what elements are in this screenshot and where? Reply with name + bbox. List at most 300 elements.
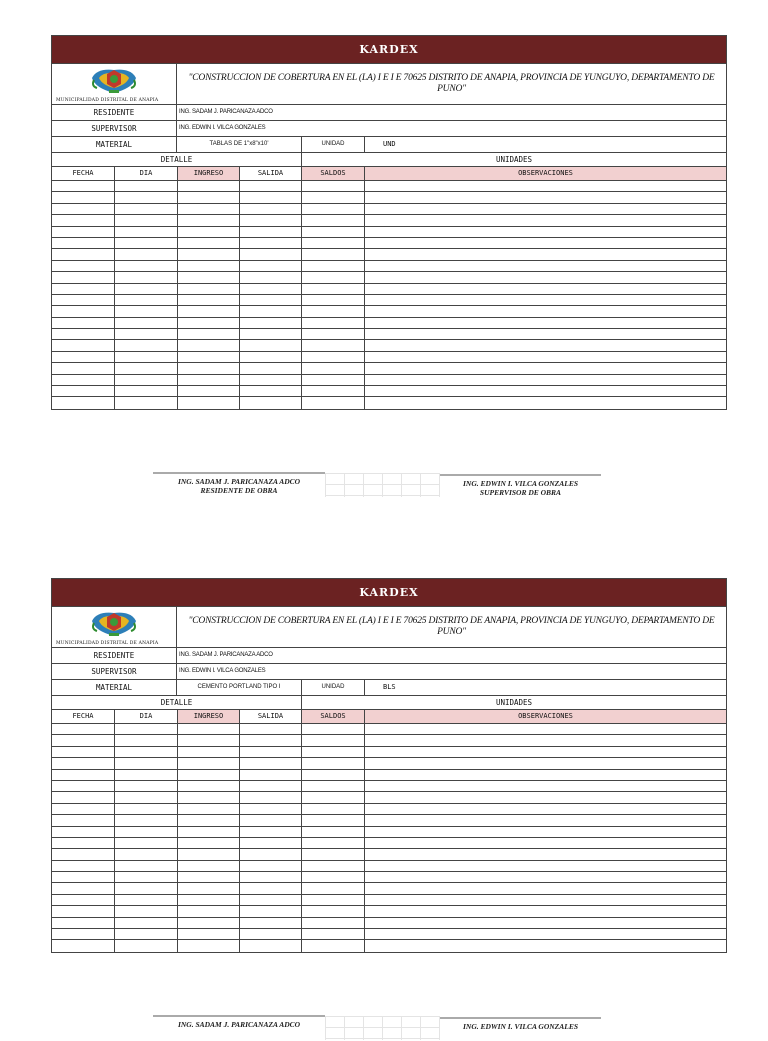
kardex-form-1: [51, 35, 727, 410]
table-cell: [52, 872, 115, 882]
table-cell: [178, 329, 240, 339]
table-row: [52, 340, 726, 351]
col-observaciones: OBSERVACIONES: [365, 167, 726, 180]
table-row: [52, 883, 726, 894]
table-cell: [240, 872, 302, 882]
table-cell: [365, 872, 726, 882]
table-cell: [178, 272, 240, 282]
table-cell: [52, 861, 115, 871]
column-headers: [52, 167, 726, 181]
table-cell: [178, 284, 240, 294]
table-row: [52, 872, 726, 883]
logo-cell: [52, 64, 177, 104]
material-value: TABLAS DE 1"x8"x10': [177, 137, 302, 152]
table-row: [52, 724, 726, 735]
table-cell: [240, 363, 302, 373]
table-cell: [365, 181, 726, 191]
table-row: [52, 204, 726, 215]
table-cell: [240, 747, 302, 757]
table-cell: [178, 318, 240, 328]
residente-label: RESIDENTE: [52, 648, 177, 663]
table-cell: [178, 352, 240, 362]
table-cell: [178, 735, 240, 745]
table-cell: [240, 827, 302, 837]
table-cell: [178, 192, 240, 202]
table-cell: [365, 192, 726, 202]
table-cell: [178, 249, 240, 259]
table-cell: [52, 340, 115, 350]
supervisor-row: [52, 121, 726, 137]
table-cell: [115, 181, 178, 191]
table-cell: [178, 918, 240, 928]
table-cell: [365, 318, 726, 328]
table-cell: [115, 318, 178, 328]
table-cell: [365, 261, 726, 271]
material-value: CEMENTO PORTLAND TIPO I: [177, 680, 302, 695]
sign-supervisor-role: SUPERVISOR DE OBRA: [479, 488, 562, 497]
table-cell: [52, 329, 115, 339]
table-cell: [115, 781, 178, 791]
sign-supervisor-name: ING. EDWIN I. VILCA GONZALES: [462, 479, 579, 488]
table-cell: [52, 815, 115, 825]
table-cell: [52, 261, 115, 271]
table-row: [52, 318, 726, 329]
table-cell: [240, 895, 302, 905]
table-cell: [52, 249, 115, 259]
table-cell: [178, 363, 240, 373]
table-cell: [240, 792, 302, 802]
table-cell: [115, 770, 178, 780]
sign-residente-name: ING. SADAM J. PARICANAZA ADCO: [177, 477, 301, 486]
residente-row: [52, 648, 726, 664]
table-cell: [240, 215, 302, 225]
table-cell: [52, 284, 115, 294]
table-cell: [240, 804, 302, 814]
kardex-grid-2: [52, 724, 726, 952]
table-cell: [115, 204, 178, 214]
table-cell: [302, 375, 365, 385]
table-cell: [365, 781, 726, 791]
signature-supervisor-1: [440, 474, 601, 498]
table-cell: [240, 249, 302, 259]
supervisor-value: ING. EDWIN I. VILCA GONZALES: [179, 668, 266, 674]
table-cell: [52, 735, 115, 745]
table-cell: [178, 781, 240, 791]
table-cell: [365, 849, 726, 859]
table-cell: [115, 827, 178, 837]
col-ingreso: INGRESO: [178, 167, 240, 180]
table-cell: [302, 827, 365, 837]
table-cell: [178, 895, 240, 905]
table-cell: [365, 918, 726, 928]
table-cell: [240, 192, 302, 202]
table-cell: [302, 861, 365, 871]
table-cell: [240, 284, 302, 294]
table-cell: [52, 397, 115, 408]
table-cell: [178, 770, 240, 780]
col-salida: SALIDA: [240, 167, 302, 180]
table-cell: [178, 861, 240, 871]
table-cell: [240, 238, 302, 248]
table-cell: [302, 306, 365, 316]
table-cell: [115, 940, 178, 951]
table-cell: [52, 352, 115, 362]
table-row: [52, 804, 726, 815]
table-cell: [240, 861, 302, 871]
table-cell: [178, 906, 240, 916]
signature-supervisor-2: [440, 1017, 601, 1041]
table-cell: [52, 747, 115, 757]
table-cell: [178, 872, 240, 882]
table-cell: [302, 261, 365, 271]
table-cell: [365, 329, 726, 339]
table-row: [52, 929, 726, 940]
signature-residente-1: [153, 472, 325, 496]
table-cell: [365, 940, 726, 951]
table-cell: [115, 838, 178, 848]
municipal-crest-icon: [89, 609, 139, 639]
table-cell: [52, 906, 115, 916]
table-cell: [178, 386, 240, 396]
table-cell: [115, 872, 178, 882]
table-cell: [365, 724, 726, 734]
table-cell: [115, 238, 178, 248]
table-cell: [115, 272, 178, 282]
table-cell: [52, 227, 115, 237]
table-row: [52, 249, 726, 260]
table-cell: [365, 861, 726, 871]
sign-supervisor-name: ING. EDWIN I. VILCA GONZALES: [462, 1022, 579, 1031]
table-row: [52, 770, 726, 781]
table-cell: [302, 918, 365, 928]
table-cell: [302, 758, 365, 768]
table-cell: [365, 375, 726, 385]
supervisor-label: SUPERVISOR: [52, 664, 177, 679]
table-cell: [240, 918, 302, 928]
table-cell: [115, 249, 178, 259]
table-cell: [302, 792, 365, 802]
table-cell: [240, 838, 302, 848]
table-row: [52, 329, 726, 340]
table-cell: [52, 204, 115, 214]
unidad-label: UNIDAD: [302, 680, 365, 695]
table-cell: [240, 306, 302, 316]
table-cell: [178, 815, 240, 825]
table-cell: [52, 940, 115, 951]
table-cell: [302, 838, 365, 848]
table-cell: [302, 940, 365, 951]
table-cell: [302, 215, 365, 225]
table-cell: [240, 272, 302, 282]
table-row: [52, 192, 726, 203]
kardex-form-2: [51, 578, 727, 953]
table-cell: [240, 375, 302, 385]
table-cell: [52, 238, 115, 248]
table-row: [52, 827, 726, 838]
table-cell: [302, 781, 365, 791]
table-cell: [240, 386, 302, 396]
table-cell: [178, 827, 240, 837]
table-cell: [52, 929, 115, 939]
table-cell: [52, 386, 115, 396]
table-cell: [178, 340, 240, 350]
table-cell: [52, 272, 115, 282]
table-cell: [178, 849, 240, 859]
col-dia: DIA: [115, 167, 178, 180]
table-cell: [240, 329, 302, 339]
table-cell: [178, 215, 240, 225]
table-row: [52, 918, 726, 929]
table-row: [52, 261, 726, 272]
table-row: [52, 758, 726, 769]
table-cell: [115, 329, 178, 339]
unidad-value: BLS: [383, 683, 396, 691]
table-cell: [115, 295, 178, 305]
table-cell: [115, 804, 178, 814]
table-cell: [365, 827, 726, 837]
column-headers: [52, 710, 726, 724]
table-cell: [365, 306, 726, 316]
table-cell: [178, 747, 240, 757]
table-cell: [52, 781, 115, 791]
table-row: [52, 861, 726, 872]
residente-row: [52, 105, 726, 121]
table-cell: [240, 929, 302, 939]
table-cell: [115, 758, 178, 768]
table-cell: [302, 284, 365, 294]
detalle-label: DETALLE: [52, 153, 302, 166]
table-cell: [52, 838, 115, 848]
table-cell: [240, 397, 302, 408]
table-cell: [365, 204, 726, 214]
table-cell: [240, 758, 302, 768]
project-title: "CONSTRUCCION DE COBERTURA EN EL (LA) I E I E 70625 DISTRITO DE ANAPIA, PROVINCIA DE YUNGUYO, DEPARTAMENTO DE PUNO": [188, 616, 715, 637]
table-cell: [365, 238, 726, 248]
table-cell: [240, 724, 302, 734]
table-cell: [240, 735, 302, 745]
supervisor-row: [52, 664, 726, 680]
table-cell: [240, 849, 302, 859]
table-cell: [365, 747, 726, 757]
table-row: [52, 895, 726, 906]
unidad-value: UND: [383, 140, 396, 148]
table-cell: [302, 340, 365, 350]
table-cell: [52, 295, 115, 305]
table-cell: [302, 815, 365, 825]
unidad-label: UNIDAD: [302, 137, 365, 152]
col-dia: DIA: [115, 710, 178, 723]
residente-value: ING. SADAM J. PARICANAZA ADCO: [179, 109, 273, 115]
table-cell: [115, 792, 178, 802]
table-cell: [115, 284, 178, 294]
table-cell: [302, 895, 365, 905]
table-cell: [365, 895, 726, 905]
table-cell: [302, 872, 365, 882]
table-cell: [302, 386, 365, 396]
table-cell: [240, 781, 302, 791]
table-cell: [365, 272, 726, 282]
table-cell: [302, 249, 365, 259]
table-cell: [302, 770, 365, 780]
table-cell: [178, 792, 240, 802]
table-cell: [178, 758, 240, 768]
kardex-grid-1: [52, 181, 726, 409]
table-cell: [302, 906, 365, 916]
table-cell: [302, 849, 365, 859]
table-cell: [365, 215, 726, 225]
table-cell: [52, 181, 115, 191]
col-saldos: SALDOS: [302, 710, 365, 723]
table-cell: [302, 204, 365, 214]
table-row: [52, 838, 726, 849]
table-cell: [302, 747, 365, 757]
col-saldos: SALDOS: [302, 167, 365, 180]
table-cell: [178, 204, 240, 214]
table-cell: [52, 792, 115, 802]
table-cell: [52, 215, 115, 225]
sheet-gridlines: [325, 473, 440, 497]
unidades-label: UNIDADES: [495, 698, 533, 707]
table-cell: [365, 227, 726, 237]
col-fecha: FECHA: [52, 710, 115, 723]
municipality-label: MUNICIPALIDAD DISTRITAL DE ANAPIA: [56, 641, 159, 646]
kardex-title: KARDEX: [52, 36, 726, 64]
table-cell: [52, 895, 115, 905]
table-cell: [52, 849, 115, 859]
table-cell: [52, 918, 115, 928]
table-cell: [365, 352, 726, 362]
table-cell: [115, 375, 178, 385]
table-row: [52, 227, 726, 238]
table-cell: [240, 906, 302, 916]
table-cell: [365, 792, 726, 802]
table-cell: [365, 804, 726, 814]
table-cell: [52, 306, 115, 316]
table-cell: [365, 815, 726, 825]
table-cell: [240, 261, 302, 271]
material-label: MATERIAL: [52, 137, 177, 152]
table-cell: [302, 363, 365, 373]
table-cell: [115, 340, 178, 350]
table-row: [52, 363, 726, 374]
table-cell: [240, 352, 302, 362]
table-cell: [52, 192, 115, 202]
group-header: [52, 153, 726, 167]
table-cell: [52, 883, 115, 893]
table-cell: [365, 883, 726, 893]
table-cell: [52, 758, 115, 768]
table-cell: [115, 363, 178, 373]
table-cell: [52, 827, 115, 837]
table-cell: [365, 284, 726, 294]
table-cell: [115, 929, 178, 939]
table-cell: [302, 735, 365, 745]
col-observaciones: OBSERVACIONES: [365, 710, 726, 723]
table-cell: [115, 386, 178, 396]
table-cell: [365, 735, 726, 745]
col-fecha: FECHA: [52, 167, 115, 180]
supervisor-value: ING. EDWIN I. VILCA GONZALES: [179, 125, 266, 131]
table-cell: [115, 352, 178, 362]
table-cell: [178, 238, 240, 248]
table-cell: [178, 724, 240, 734]
table-cell: [240, 770, 302, 780]
table-cell: [178, 397, 240, 408]
table-cell: [52, 770, 115, 780]
table-cell: [365, 295, 726, 305]
material-label: MATERIAL: [52, 680, 177, 695]
table-row: [52, 781, 726, 792]
table-cell: [365, 929, 726, 939]
col-ingreso: INGRESO: [178, 710, 240, 723]
group-header: [52, 696, 726, 710]
residente-label: RESIDENTE: [52, 105, 177, 120]
table-cell: [302, 397, 365, 408]
table-row: [52, 295, 726, 306]
table-cell: [365, 249, 726, 259]
table-cell: [240, 340, 302, 350]
table-row: [52, 849, 726, 860]
table-cell: [115, 192, 178, 202]
table-row: [52, 906, 726, 917]
project-title: "CONSTRUCCION DE COBERTURA EN EL (LA) I E I E 70625 DISTRITO DE ANAPIA, PROVINCIA DE YUNGUYO, DEPARTAMENTO DE PUNO": [188, 73, 715, 94]
table-cell: [178, 227, 240, 237]
logo-cell: [52, 607, 177, 647]
kardex-title: KARDEX: [52, 579, 726, 607]
table-cell: [240, 815, 302, 825]
table-cell: [302, 724, 365, 734]
table-cell: [365, 838, 726, 848]
sheet-gridlines: [325, 1016, 440, 1040]
table-cell: [115, 261, 178, 271]
table-cell: [365, 386, 726, 396]
table-cell: [52, 363, 115, 373]
table-row: [52, 747, 726, 758]
table-cell: [302, 192, 365, 202]
table-row: [52, 284, 726, 295]
table-cell: [302, 227, 365, 237]
municipality-label: MUNICIPALIDAD DISTRITAL DE ANAPIA: [56, 98, 159, 103]
table-cell: [302, 329, 365, 339]
table-cell: [115, 918, 178, 928]
table-cell: [52, 318, 115, 328]
table-cell: [115, 227, 178, 237]
table-cell: [52, 804, 115, 814]
table-cell: [365, 770, 726, 780]
municipal-crest-icon: [89, 66, 139, 96]
table-cell: [178, 295, 240, 305]
table-cell: [115, 724, 178, 734]
table-cell: [178, 261, 240, 271]
table-cell: [115, 735, 178, 745]
table-cell: [365, 363, 726, 373]
material-row: [52, 137, 726, 153]
table-cell: [115, 883, 178, 893]
table-cell: [302, 929, 365, 939]
kardex-header: [52, 607, 726, 648]
supervisor-label: SUPERVISOR: [52, 121, 177, 136]
table-cell: [365, 758, 726, 768]
table-cell: [115, 861, 178, 871]
table-cell: [178, 838, 240, 848]
table-cell: [302, 272, 365, 282]
table-cell: [115, 895, 178, 905]
table-cell: [178, 181, 240, 191]
table-row: [52, 735, 726, 746]
table-row: [52, 940, 726, 951]
sign-residente-name: ING. SADAM J. PARICANAZA ADCO: [177, 1020, 301, 1029]
table-cell: [365, 397, 726, 408]
